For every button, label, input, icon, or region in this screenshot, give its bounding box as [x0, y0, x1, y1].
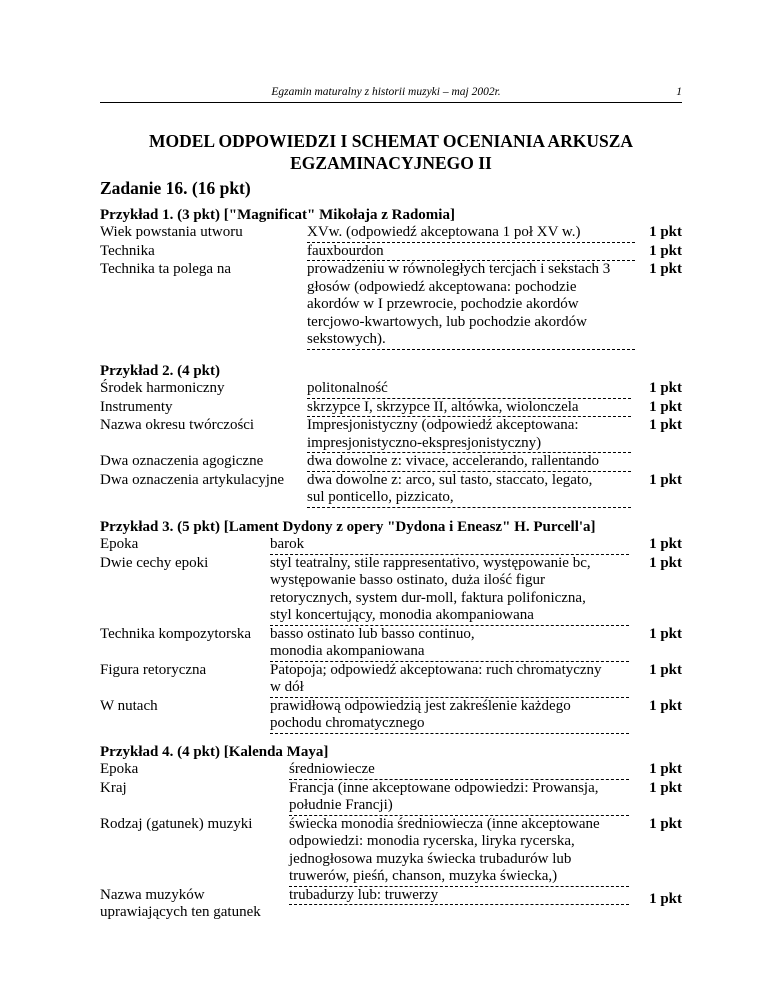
- row-points: 1 pkt: [649, 224, 682, 240]
- answer-row: [100, 261, 682, 350]
- answer-row: [100, 626, 682, 662]
- row-label: Technika ta polega na: [100, 261, 231, 277]
- row-points: 1 pkt: [649, 761, 682, 777]
- row-answer: XVw. (odpowiedź akceptowana 1 poł XV w.): [307, 224, 635, 243]
- row-label: Wiek powstania utworu: [100, 224, 243, 240]
- document-title-line-1: MODEL ODPOWIEDZI I SCHEMAT OCENIANIA ARKUSZA: [148, 131, 634, 151]
- row-label: Technika: [100, 242, 155, 259]
- example-4-heading: Przykład 4. (4 pkt) [Kalenda Maya]: [100, 744, 329, 760]
- row-points: 1 pkt: [649, 890, 682, 907]
- answer-row: [100, 472, 682, 508]
- row-label: Technika kompozytorska: [100, 625, 251, 642]
- row-answer: fauxbourdon: [307, 243, 635, 262]
- row-points: 1 pkt: [649, 536, 682, 552]
- row-answer: dwa dowolne z: vivace, accelerando, rallentando: [307, 453, 631, 472]
- row-label: Nazwa muzyków uprawiających ten gatunek: [100, 886, 261, 920]
- answer-row: [100, 662, 682, 698]
- row-points: 1 pkt: [649, 815, 682, 832]
- header-title: Egzamin maturalny z historii muzyki – maj 2002r.: [271, 86, 501, 98]
- row-points: 1 pkt: [649, 398, 682, 415]
- row-label: Kraj: [100, 779, 127, 796]
- row-answer: Impresjonistyczny (odpowiedź akceptowana: impresjonistyczno-ekspresjonistyczny): [307, 417, 631, 453]
- row-answer: świecka monodia średniowiecza (inne akceptowane odpowiedzi: monodia rycerska, liryka rycerska, jednogłosowa muzyka świecka trubadurów lub truwerów, pieśń, chanson, muzyka świecka,): [289, 816, 629, 887]
- row-label: Instrumenty: [100, 398, 173, 415]
- document-title-line-2: EGZAMINACYJNEGO II: [290, 153, 492, 173]
- answer-row: [100, 698, 682, 734]
- task-title: Zadanie 16. (16 pkt): [100, 178, 251, 198]
- answer-row: [100, 886, 682, 920]
- row-label: Epoka: [100, 536, 139, 552]
- answer-row: [100, 399, 682, 418]
- page-number: 1: [676, 86, 682, 98]
- row-points: 1 pkt: [649, 554, 682, 571]
- row-label: Dwa oznaczenia artykulacyjne: [100, 471, 285, 488]
- answer-row: [100, 380, 682, 399]
- row-points: 1 pkt: [649, 261, 682, 277]
- row-answer: Patopoja; odpowiedź akceptowana: ruch chromatyczny w dół: [270, 662, 629, 698]
- example-3-section: [100, 518, 682, 734]
- row-points: 1 pkt: [649, 661, 682, 678]
- row-answer: barok: [270, 536, 629, 555]
- answer-row: [100, 243, 682, 262]
- row-points: 1 pkt: [649, 697, 682, 714]
- row-label: Figura retoryczna: [100, 661, 207, 678]
- row-answer: trubadurzy lub: truwerzy: [289, 887, 629, 906]
- example-1-section: [100, 206, 682, 350]
- row-answer: basso ostinato lub basso continuo, monodia akompaniowana: [270, 626, 629, 662]
- answer-row: [100, 224, 682, 243]
- answer-row: [100, 816, 682, 887]
- answer-row: [100, 453, 682, 472]
- row-label: Środek harmoniczny: [100, 380, 225, 396]
- row-answer: prawidłową odpowiedzią jest zakreślenie każdego pochodu chromatycznego: [270, 698, 629, 734]
- row-answer: styl teatralny, stile rappresentativo, występowanie bc, występowanie basso ostinato, duża ilość figur retorycznych, system dur-moll, faktura polifoniczna, styl koncertujący, monodia akompaniowana: [270, 555, 629, 626]
- row-answer: politonalność: [307, 380, 631, 399]
- row-label: Nazwa okresu twórczości: [100, 417, 255, 433]
- row-label: Epoka: [100, 761, 139, 777]
- row-points: 1 pkt: [649, 417, 682, 433]
- row-answer: skrzypce I, skrzypce II, altówka, wiolonczela: [307, 399, 631, 418]
- row-answer: dwa dowolne z: arco, sul tasto, staccato, legato, sul ponticello, pizzicato,: [307, 472, 631, 508]
- example-1-heading: Przykład 1. (3 pkt) ["Magnificat" Mikołaja z Radomia]: [100, 207, 455, 223]
- row-answer: średniowiecze: [289, 761, 629, 780]
- row-points: 1 pkt: [649, 242, 682, 259]
- example-2-section: [100, 362, 682, 508]
- row-answer: Francja (inne akceptowane odpowiedzi: Prowansja, południe Francji): [289, 780, 629, 816]
- example-2-heading: Przykład 2. (4 pkt): [100, 363, 220, 379]
- document-title: [100, 130, 682, 174]
- example-4-section: [100, 743, 682, 920]
- row-label: Dwa oznaczenia agogiczne: [100, 453, 264, 469]
- row-points: 1 pkt: [649, 471, 682, 488]
- row-label: Rodzaj (gatunek) muzyki: [100, 815, 253, 832]
- example-3-heading: Przykład 3. (5 pkt) [Lament Dydony z opery "Dydona i Eneasz" H. Purcell'a]: [100, 519, 596, 535]
- answer-row: [100, 761, 682, 780]
- answer-row: [100, 780, 682, 816]
- page-header: [100, 84, 682, 103]
- answer-row: [100, 555, 682, 626]
- row-label: Dwie cechy epoki: [100, 554, 209, 571]
- row-label: W nutach: [100, 697, 158, 714]
- row-points: 1 pkt: [649, 625, 682, 642]
- answer-row: [100, 417, 682, 453]
- answer-row: [100, 536, 682, 555]
- row-points: 1 pkt: [649, 779, 682, 796]
- row-answer: prowadzeniu w równoległych tercjach i sekstach 3 głosów (odpowiedź akceptowana: pochodzie akordów w I przewrocie, pochodzie akordów tercjowo-kwartowych, lub pochodzie akordów sekstowych).: [307, 261, 635, 350]
- row-points: 1 pkt: [649, 380, 682, 396]
